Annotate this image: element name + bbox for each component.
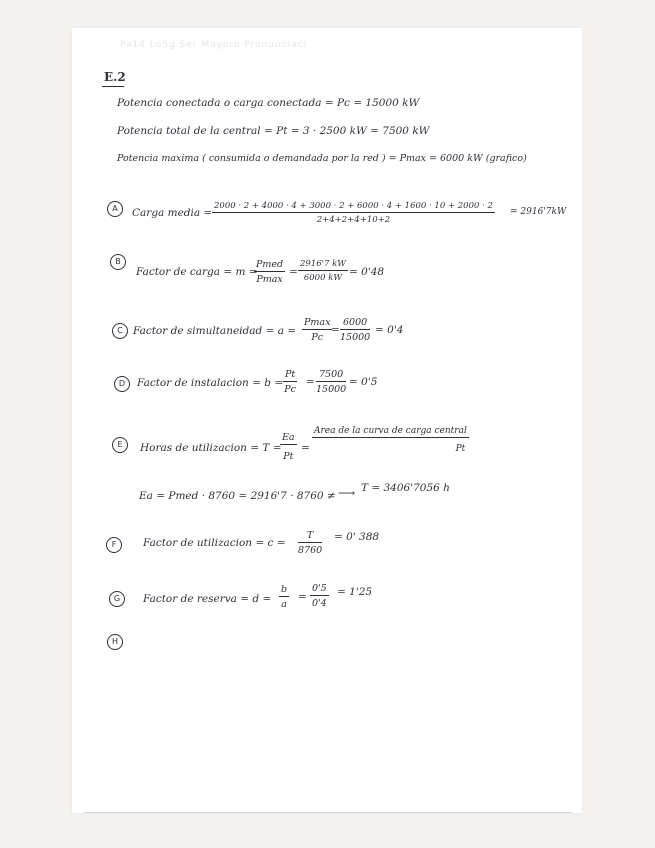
factor-instalacion-result: = 0'5 <box>349 376 378 388</box>
item-f-marker: F <box>106 537 122 553</box>
factor-simultaneidad-result: = 0'4 <box>375 324 404 336</box>
page-bottom-edge <box>84 812 572 813</box>
horas-utilizacion-den-1: Pt <box>283 451 294 462</box>
factor-simultaneidad-label: Factor de simultaneidad = a = <box>133 325 297 337</box>
factor-reserva-eq: = <box>298 591 307 603</box>
implies-arrow: ⟶ <box>338 486 356 500</box>
factor-simultaneidad-den-2: 15000 <box>340 332 371 343</box>
item-c-marker: C <box>112 323 128 339</box>
title-underline <box>102 86 124 87</box>
carga-media-result: = 2916'7kW <box>510 207 567 217</box>
factor-reserva-num-1: b <box>281 584 288 595</box>
factor-carga-label: Factor de carga = m = <box>136 266 258 278</box>
horas-utilizacion-num-1: Ea <box>282 432 295 443</box>
factor-reserva-fraction-2 <box>310 583 329 609</box>
factor-instalacion-label: Factor de instalacion = b = <box>137 377 284 389</box>
item-a-marker: A <box>107 201 123 217</box>
item-d-marker: D <box>114 376 130 392</box>
factor-carga-fraction-1 <box>254 259 285 285</box>
horas-utilizacion-den-2: Pt <box>455 444 466 454</box>
factor-carga-num-2: 2916'7 kW <box>300 259 346 269</box>
carga-media-denominator: 2+4+2+4+10+2 <box>316 215 391 225</box>
carga-media-label: Carga media = <box>132 207 213 219</box>
item-h-marker: H <box>107 634 123 650</box>
factor-carga-eq: = <box>289 266 298 278</box>
item-g-marker: G <box>109 591 125 607</box>
faint-header-text: Pa14 Lo5g Ser Mayoro Pronunciaci <box>120 40 308 50</box>
factor-instalacion-den-2: 15000 <box>316 384 347 395</box>
factor-carga-den-1: Pmax <box>256 274 283 285</box>
factor-instalacion-num-2: 7500 <box>316 369 346 382</box>
carga-media-fraction <box>212 201 495 225</box>
horas-utilizacion-fraction-1 <box>280 432 297 462</box>
line-potencia-total: Potencia total de la central = Pt = 3 · 2500 kW = 7500 kW <box>117 125 430 137</box>
factor-simultaneidad-num-2: 6000 <box>340 317 370 330</box>
horas-utilizacion-label: Horas de utilizacion = T = <box>140 442 282 454</box>
paper-sheet <box>72 28 582 813</box>
item-b-marker: B <box>110 254 126 270</box>
line-potencia-maxima: Potencia maxima ( consumida o demandada por la red ) = Pmax = 6000 kW (grafico) <box>117 153 527 164</box>
factor-simultaneidad-num-1: Pmax <box>304 317 331 328</box>
factor-carga-result: = 0'48 <box>349 266 385 278</box>
factor-utilizacion-label: Factor de utilizacion = c = <box>143 537 286 549</box>
factor-utilizacion-fraction <box>298 530 322 556</box>
factor-carga-den-2: 6000 kW <box>303 273 343 283</box>
factor-simultaneidad-fraction-1 <box>302 317 332 343</box>
factor-reserva-result: = 1'25 <box>337 586 373 598</box>
exercise-title: E.2 <box>104 70 126 84</box>
energia-anual-line: Ea = Pmed · 8760 = 2916'7 · 8760 ≠ <box>139 490 336 502</box>
factor-reserva-label: Factor de reserva = d = <box>143 593 272 605</box>
factor-carga-num-1: Pmed <box>256 259 284 270</box>
factor-instalacion-eq: = <box>306 376 315 388</box>
factor-instalacion-den-1: Pc <box>284 384 296 395</box>
factor-utilizacion-num: T <box>298 530 322 543</box>
factor-reserva-den-2: 0'4 <box>312 598 327 609</box>
factor-simultaneidad-den-1: Pc <box>311 332 324 343</box>
horas-utilizacion-result: T = 3406'7056 h <box>361 482 450 494</box>
horas-utilizacion-fraction-2 <box>312 426 469 454</box>
factor-carga-fraction-2 <box>298 259 348 283</box>
factor-reserva-fraction-1 <box>279 584 289 610</box>
factor-simultaneidad-fraction-2 <box>340 317 370 343</box>
factor-utilizacion-result: = 0' 388 <box>334 531 380 543</box>
factor-instalacion-num-1: Pt <box>285 369 296 380</box>
factor-instalacion-fraction-1 <box>283 369 297 395</box>
factor-simultaneidad-eq: = <box>331 324 340 336</box>
factor-reserva-num-2: 0'5 <box>312 583 327 594</box>
horas-utilizacion-eq: = <box>301 442 310 454</box>
factor-utilizacion-den: 8760 <box>298 545 323 556</box>
factor-instalacion-fraction-2 <box>316 369 346 395</box>
item-e-marker: E <box>112 437 128 453</box>
horas-utilizacion-num-2: Area de la curva de carga central <box>314 426 467 436</box>
line-potencia-conectada: Potencia conectada o carga conectada = Pc = 15000 kW <box>117 97 420 109</box>
carga-media-numerator: 2000 · 2 + 4000 · 4 + 3000 · 2 + 6000 · 4 + 1600 · 10 + 2000 · 2 <box>214 201 493 211</box>
factor-reserva-den-1: a <box>281 599 287 610</box>
